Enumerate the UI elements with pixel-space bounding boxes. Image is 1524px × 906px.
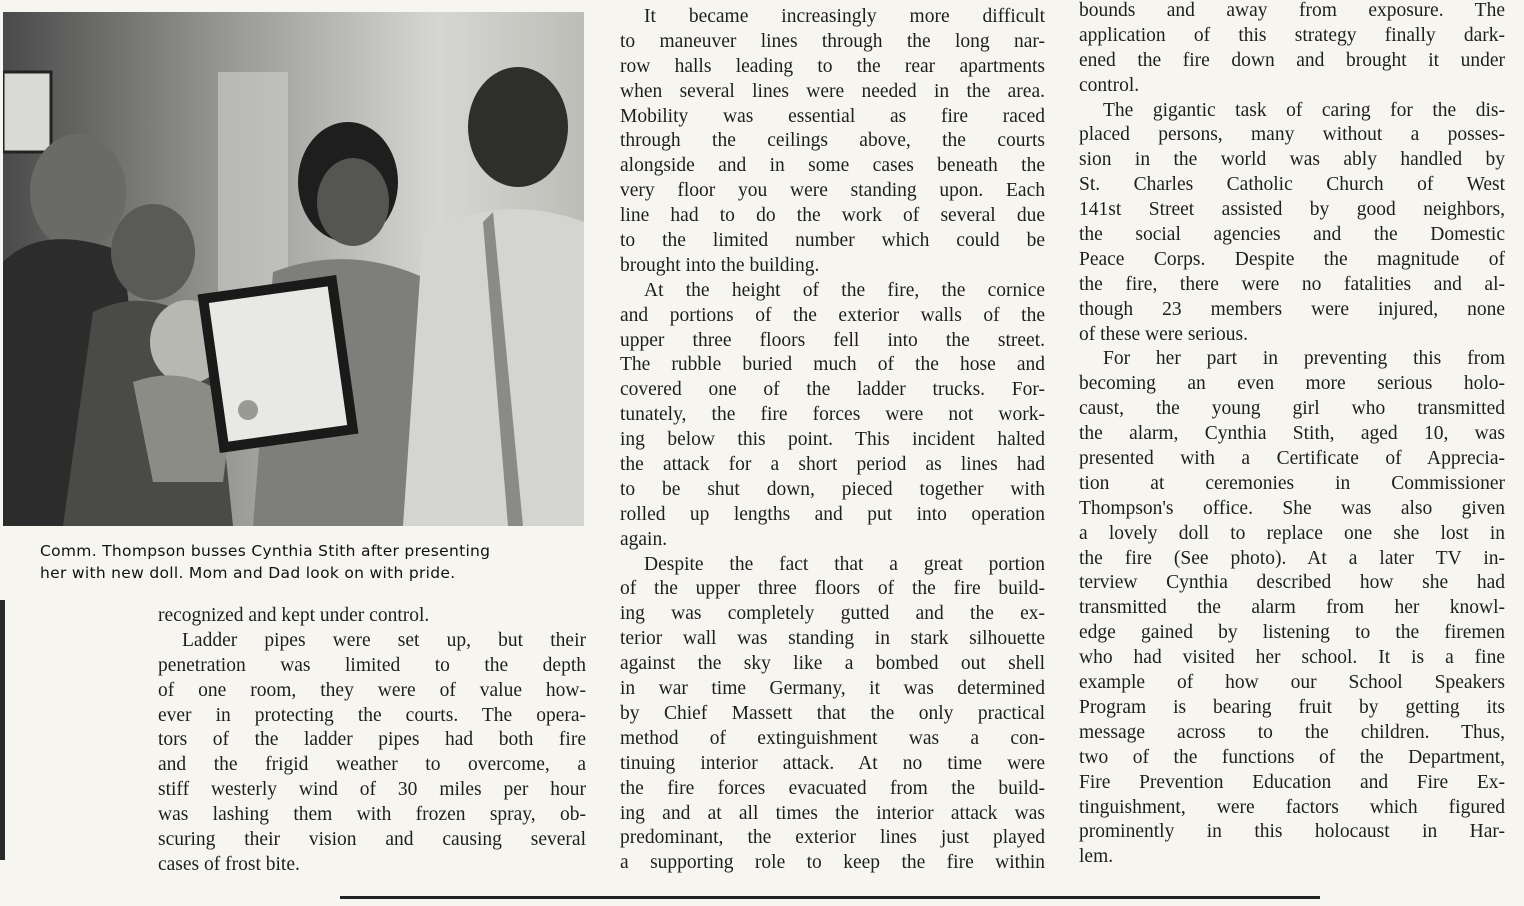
text-line: sion in the world was ably handled by: [1079, 149, 1505, 171]
text-line: example of how our School Speakers: [1079, 672, 1505, 694]
text-line: terview Cynthia described how she had: [1079, 572, 1505, 594]
text-line: to maneuver lines through the long nar-: [620, 30, 1045, 52]
text-line: penetration was limited to the depth: [158, 654, 586, 676]
text-line: when several lines were needed in the area.: [620, 80, 1045, 102]
text-line: message across to the children. Thus,: [1079, 721, 1505, 743]
text-line: of one room, they were of value how-: [158, 679, 586, 701]
text-line: terior wall was standing in stark silhouette: [620, 628, 1045, 650]
text-line: through the ceilings above, the courts: [620, 130, 1045, 152]
text-line: the fire forces evacuated from the build-: [620, 777, 1045, 799]
text-line: line had to do the work of several due: [620, 205, 1045, 227]
text-line: and the frigid weather to overcome, a: [158, 754, 586, 776]
text-line: Program is bearing fruit by getting its: [1079, 696, 1505, 718]
text-line: in war time Germany, it was determined: [620, 678, 1045, 700]
text-line: recognized and kept under control.: [158, 605, 430, 626]
text-line: tion at ceremonies in Commissioner: [1079, 472, 1505, 494]
text-line: St. Charles Catholic Church of West: [1079, 174, 1505, 196]
text-line: ing was completely gutted and the ex-: [620, 603, 1045, 625]
text-line: caust, the young girl who transmitted: [1079, 398, 1505, 420]
news-photo: [3, 12, 584, 526]
text-line: tinguishment, were factors which figured: [1079, 796, 1505, 818]
text-line: brought into the building.: [620, 254, 820, 276]
text-line: the fire, there were no fatalities and al-: [1079, 273, 1505, 295]
photo-illustration: [3, 12, 584, 526]
text-line: tunately, the fire forces were not work-: [620, 404, 1045, 426]
caption-line: her with new doll. Mom and Dad look on with pride.: [40, 564, 456, 582]
text-line: presented with a Certificate of Apprecia-: [1079, 448, 1505, 470]
text-line: placed persons, many without a posses-: [1079, 124, 1505, 146]
text-line: Mobility was essential as fire raced: [620, 105, 1045, 127]
text-line: covered one of the ladder trucks. For-: [620, 379, 1045, 401]
text-line: It became increasingly more difficult: [644, 6, 1045, 27]
text-line: ever in protecting the courts. The opera-: [158, 704, 586, 726]
text-line: rolled up lengths and put into operation: [620, 503, 1045, 525]
text-line: transmitted the alarm from her knowl-: [1079, 597, 1505, 619]
text-line: becoming an even more serious holo-: [1079, 373, 1505, 395]
text-line: ing and at all times the interior attack was: [620, 802, 1045, 824]
text-line: by Chief Massett that the only practical: [620, 702, 1045, 724]
text-line: ened the fire down and brought it under: [1079, 49, 1505, 71]
text-line: control.: [1079, 74, 1140, 96]
text-line: At the height of the fire, the cornice: [644, 279, 1045, 301]
text-line: to be shut down, pieced together with: [620, 478, 1045, 500]
text-line: a supporting role to keep the fire within: [620, 852, 1045, 874]
text-line: and portions of the exterior walls of the: [620, 304, 1045, 326]
text-line: tors of the ladder pipes had both fire: [158, 729, 586, 751]
text-line: tinuing interior attack. At no time were: [620, 752, 1045, 774]
text-line: the attack for a short period as lines had: [620, 454, 1045, 476]
text-line: against the sky like a bombed out shell: [620, 653, 1045, 675]
text-line: two of the functions of the Department,: [1079, 746, 1505, 768]
text-line: a lovely doll to replace one she lost in: [1079, 522, 1505, 544]
text-line: of the upper three floors of the fire build-: [620, 578, 1045, 600]
text-line: bounds and away from exposure. The: [1079, 0, 1505, 21]
text-line: lem.: [1079, 846, 1114, 868]
bottom-rule: [340, 896, 1320, 899]
text-line: scuring their vision and causing several: [158, 829, 586, 851]
text-line: the alarm, Cynthia Stith, aged 10, was: [1079, 423, 1505, 445]
text-line: the social agencies and the Domestic: [1079, 224, 1505, 246]
text-line: Thompson's office. She was also given: [1079, 497, 1505, 519]
text-line: 141st Street assisted by good neighbors,: [1079, 199, 1505, 221]
text-line: very floor you were standing upon. Each: [620, 180, 1045, 202]
text-column-2: [620, 5, 1045, 876]
page-edge-shadow: [0, 600, 5, 860]
text-line: method of extinguishment was a con-: [620, 727, 1045, 749]
text-line: who had visited her school. It is a fine: [1079, 647, 1505, 669]
caption-line: Comm. Thompson busses Cynthia Stith after presenting: [40, 542, 491, 560]
text-line: predominant, the exterior lines just played: [620, 827, 1045, 849]
text-line: Ladder pipes were set up, but their: [182, 629, 586, 651]
text-line: prominently in this holocaust in Har-: [1079, 821, 1505, 843]
text-line: alongside and in some cases beneath the: [620, 155, 1045, 177]
text-line: Fire Prevention Education and Fire Ex-: [1079, 771, 1505, 793]
text-line: row halls leading to the rear apartments: [620, 55, 1045, 77]
text-line: The rubble buried much of the hose and: [620, 354, 1045, 376]
text-line: edge gained by listening to the firemen: [1079, 622, 1505, 644]
text-line: was lashing them with frozen spray, ob-: [158, 804, 586, 826]
text-line: stiff westerly wind of 30 miles per hour: [158, 779, 586, 801]
text-line: Peace Corps. Despite the magnitude of: [1079, 248, 1505, 270]
text-line: again.: [620, 528, 668, 550]
photo-caption: [40, 540, 600, 584]
text-line: ing below this point. This incident halted: [620, 429, 1045, 451]
text-line: of these were serious.: [1079, 323, 1248, 345]
text-column-3: [1079, 0, 1505, 870]
text-line: The gigantic task of caring for the dis-: [1103, 99, 1505, 121]
text-line: application of this strategy finally dark-: [1079, 24, 1505, 46]
text-line: cases of frost bite.: [158, 853, 300, 875]
text-line: though 23 members were injured, none: [1079, 298, 1505, 320]
text-line: Despite the fact that a great portion: [644, 553, 1045, 575]
text-line: For her part in preventing this from: [1103, 348, 1505, 370]
text-line: the fire (See photo). At a later TV in-: [1079, 547, 1505, 569]
text-column-1: [158, 604, 586, 878]
text-line: upper three floors fell into the street.: [620, 329, 1045, 351]
text-line: to the limited number which could be: [620, 230, 1045, 252]
